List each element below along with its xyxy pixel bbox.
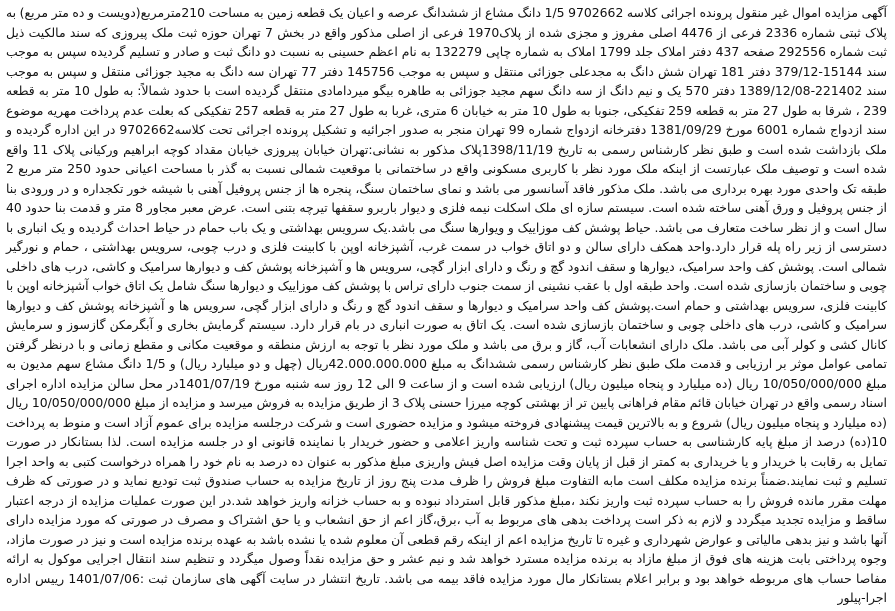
auction-notice-text: آگهی مزایده اموال غیر منقول پرونده اجرائی کلاسه 9702662 1/5 دانگ مشاع از ششدانگ عرصه و اعیان یک قطعه زمین به مساحت 210مترمربع(دویست و ده متر مربع) به پلاک ثبتی شماره 2336 فرعی از 4476 اصلی مفروز و مجزی شده از پلاک1970 فرعی از اصلی مذکور واقع در بخش 7 تهران حوزه ثبت ملک پیروزی که سند مالکیت ذیل ثبت شماره 292556 صفحه 437 دفتر املاک جلد 1799 املاک به شماره چاپی 132279 به نام اعظم حسینی به نسبت دو دانگ ثبت و صادر و تسلیم گردیده سپس به موجب سند 15144-379/12 دفتر 181 تهران شش دانگ به مجدعلی جوزائی منتقل و سپس به موجب 145756 دفتر 77 تهران سه دانگ به مجید جوزائی منتقل و سپس به موجب سند 221402-1389/12/08 دفتر 570 یک و نیم دانگ از سه دانگ سهم مجید جوزائی به طاهره بیگو میرداماد‌ی منتقل گردیده است با حدود شمالاً: به طول 10 متر به قطعه 239 ، شرقا به طول 27 متر به قطعه 259 تفکیکی، جنوبا به طول 10 متر به خیابان 6 متری، غربا به طول 27 متر به قطعه 257 تفکیکی که بعلت عدم پرداخت مهریه موضوع سند ازدواج شماره 6001 مورخ 1381/09/29 دفترخانه ازدواج شماره 99 تهران منجر به صدور اجرائیه و تشکیل پرونده اجرائی تحت کلاسه9702662 در این اداره گردیده و ملک بازداشت شده است و طبق نظر کارشناس رسمی به تاریخ 1398/11/19پلاک مذکور به نشانی:تهران خیابان پیروزی خیابان مقداد کوچه ابراهیم ورکیانی پلاک 11 واقع شده است و توصیف ملک عبارتست از اینکه ملک مورد نظر با کاربری مسکونی واقع در ساختمانی با موقعیت شمالی نسبت به گذر با مساحت اعیانی حدود 250 متر مربع 2 طبقه تک واحدی مورد بهره برداری می باشد. ملک مذکور فاقد آسانسور می باشد و نمای ساختمان سنگ، پنجره ها از جنس پروفیل آهنی با شیشه خور تکجداره و در ورودی بنا از جنس پروفیل و ورق آهنی ساخته شده است. سیستم سازه ای ملک اسکلت نیمه فلزی و دیوار باربرو سقفها تیرچه بتنی است. عرض معبر مجاور 8 متر و قدمت بنا حدود 40 سال است و از نظر ساخت متعارف می باشد. حیاط پوشش کف موزاییک و ویوارها سنگ می باشد.یک سرویس بهداشتی و یک باب حمام در حیاط احداث گردیده و یک انباری با دسترسی از زیر راه پله قرار دارد.واحد همکف دارای سالن و دو اتاق خواب در سمت غرب، آشپزخانه اوپن با کابینت فلزی و درب چوبی، سرویس بهداشتی ، حمام و نورگیر شمالی است. پوشش کف واحد سرامیک، دیوارها و سقف اندود گچ و رنگ و دارای ابزار گچی، سرویس ها و آشپزخانه پوشش کف و دیوارها سرامیک و کاشی، درب های داخلی چوبی و ساختمان بازسازی شده است. واحد طبقه اول با عقب نشینی از سمت جنوب دارای تراس با پوشش کف موزاییک و دیوارها سنگ شامل یک اتاق خواب آشپزخانه اوپن با کابینت فلزی، سرویس بهداشتی و حمام است.پوشش کف واحد سرامیک و دیوارها و سقف اندود گچ و رنگ و دارای ابزار گچی، سرویس ها و آشپزخانه پوشش کف و دیوارها سرامیک و کاشی، درب های داخلی چوبی و ساختمان بازسازی شده است. یک اتاق به صورت انباری در بام قرار دارد. سیستم گرمایش بخاری و آبگرمکن گازسوز و سرمایش کانال کشی و کولر آبی می باشد. ملک دارای انشعابات آب، گاز و برق می باشد و ملک مورد نظر با توجه به ارزش منطقه و موقعیت مکانی و مقطع زمانی و با درنظر گرفتن تمامی عوامل موثر بر ارزیابی و قدمت ملک طبق نظر کارشناس رسمی ششدانگ به مبلغ 42.000.000.000ریال (چهل و دو میلیارد ریال) و 1/5 دانگ مشاع سهم مدیون به مبلغ 10/050/000/000 ریال (ده میلیارد و پنجاه میلیون ریال) ارزیابی شده است و از ساعت 9 الی 12 روز سه شنبه مورخ 1401/07/19در محل سالن مزایده اداره اجرای اسناد رسمی واقع در تهران خیابان قائم مقام فراهانی پایین تر از بهشتی کوچه میرزا حسنی پلاک 3 از طریق مزایده به فروش میرسد و مزایده از مبلغ 10/050/000/000 ریال (ده میلیارد و پنجاه میلیون ریال) شروع و به بالاترین قیمت پیشنهادی فروخته میشود و مزایده حضوری است و شرکت درجلسه مزایده برای عموم آزاد است و منوط به پرداخت 10(ده) درصد از مبلغ پایه کارشناسی به حساب سپرده ثبت و تحت شناسه واریز اعلامی و حضور خریدار با نماینده قانونی او در جلسه مزایده است. لذا بستانکار در صورت تمایل به رقابت با خریدار و یا خریداری به کمتر از قبل از پایان وقت مزایده اصل فیش واریزی مبلغ مذکور به عنوان ده درصد به نام خود را همراه درخواست کتبی به واحد اجرا تسلیم و ثبت نمایند.ضمناً برنده مزایده مکلف است مابه التفاوت مبلغ فروش را ظرف مدت پنج روز از تاریخ مزایده به حساب صندوق ثبت تودیع نماید و در صورتی که ظرف مهلت مقرر مانده فروش را به حساب سپرده ثبت واریز نکند ،مبلغ مذکور قابل استرداد نبوده و به حساب خزانه واریز خواهد شد.در این صورت عملیات مزایده از درجه اعتبار ساقط و مزایده تجدید میگردد و لازم به ذکر است پرداخت بدهی های مربوط به آب ،برق،گاز اعم از حق انشعاب و یا حق اشتراک و مصرف در صورتی که مورد مزایده دارای آنها باشد و نیز بدهی مالیاتی و عوارض شهرداری و غیره تا تاریخ مزایده اعم از اینکه رقم قطعی آن معلوم شده یا نشده باشد به عهده برنده مزایده است و نیز در صورت مازاد، وجوه پرداختی بابت هزینه های فوق از مبلغ مازاد به برنده مزایده مسترد خواهد شد و نیم عشر و حق مزایده نقداً وصول میگردد و تنظیم سند انتقال اجرایی موکول به ارائه مفاصا حساب های مربوطه خواهد بود و برابر اعلام بستانکار مال مورد مزایده فاقد بیمه می باشد. تاریخ انتشار در سایت آگهی های سازمان ثبت :1401/07/06 رییس اداره اجرا-پیلور xyxy=(6,5,888,605)
